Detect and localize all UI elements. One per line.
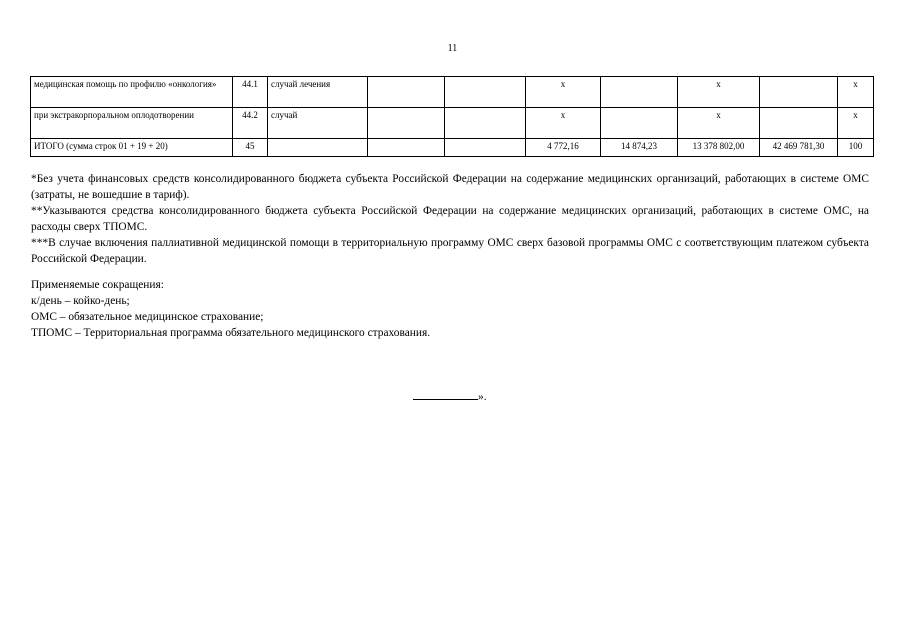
footnote-3: ***В случае включения паллиативной медицинской помощи в территориальную программу ОМС сверх базовой программы ОМС с соответствующим платежом субъекта Российской Федерации. [31, 237, 869, 265]
row-code-cell: 44.1 [233, 77, 268, 108]
footnote-2: **Указываются средства консолидированного бюджета субъекта Российской Федерации на содержание медицинских организаций, работающих в системе ОМС, на расходы сверх ТПОМС. [31, 205, 869, 233]
value-cell: 14 874,23 [601, 139, 678, 157]
page-number: 11 [447, 43, 458, 54]
value-cell: 100 [838, 139, 874, 157]
value-cell: x [526, 77, 601, 108]
value-cell [445, 139, 526, 157]
row-name-cell: при экстракорпоральном оплодотворении [31, 108, 233, 139]
value-cell [445, 77, 526, 108]
table-row-total [31, 139, 874, 157]
value-cell: x [678, 108, 760, 139]
value-cell [368, 139, 445, 157]
abbreviations-block [31, 277, 869, 341]
row-code-cell: 45 [233, 139, 268, 157]
value-cell: 13 378 802,00 [678, 139, 760, 157]
row-unit-cell: случай лечения [268, 77, 368, 108]
value-cell [368, 108, 445, 139]
row-unit-cell [268, 139, 368, 157]
value-cell [601, 77, 678, 108]
row-unit-cell: случай [268, 108, 368, 139]
row-name-cell: ИТОГО (сумма строк 01 + 19 + 20) [31, 139, 233, 157]
value-cell: x [838, 77, 874, 108]
closing-mark [413, 388, 487, 405]
value-cell [760, 108, 838, 139]
signature-line [413, 388, 478, 400]
abbreviation-item: ОМС – обязательное медицинское страхование; [31, 311, 264, 323]
value-cell: 4 772,16 [526, 139, 601, 157]
value-cell [368, 77, 445, 108]
abbreviation-item: ТПОМС – Территориальная программа обязательного медицинского страхования. [31, 327, 431, 339]
data-table [30, 76, 874, 157]
row-code-cell: 44.2 [233, 108, 268, 139]
value-cell: x [526, 108, 601, 139]
value-cell [445, 108, 526, 139]
table-row [31, 108, 874, 139]
value-cell: x [838, 108, 874, 139]
table-row [31, 77, 874, 108]
row-name-cell: медицинская помощь по профилю «онкология» [31, 77, 233, 108]
value-cell: 42 469 781,30 [760, 139, 838, 157]
footnotes [31, 171, 869, 267]
value-cell [601, 108, 678, 139]
footnote-1: *Без учета финансовых средств консолидированного бюджета субъекта Российской Федерации на содержание медицинских организаций, работающих в системе ОМС (затраты, не вошедшие в тариф). [31, 173, 869, 201]
value-cell [760, 77, 838, 108]
abbreviations-heading: Применяемые сокращения: [31, 279, 164, 291]
closing-quote: ». [478, 391, 487, 403]
abbreviation-item: к/день – койко-день; [31, 295, 130, 307]
value-cell: x [678, 77, 760, 108]
